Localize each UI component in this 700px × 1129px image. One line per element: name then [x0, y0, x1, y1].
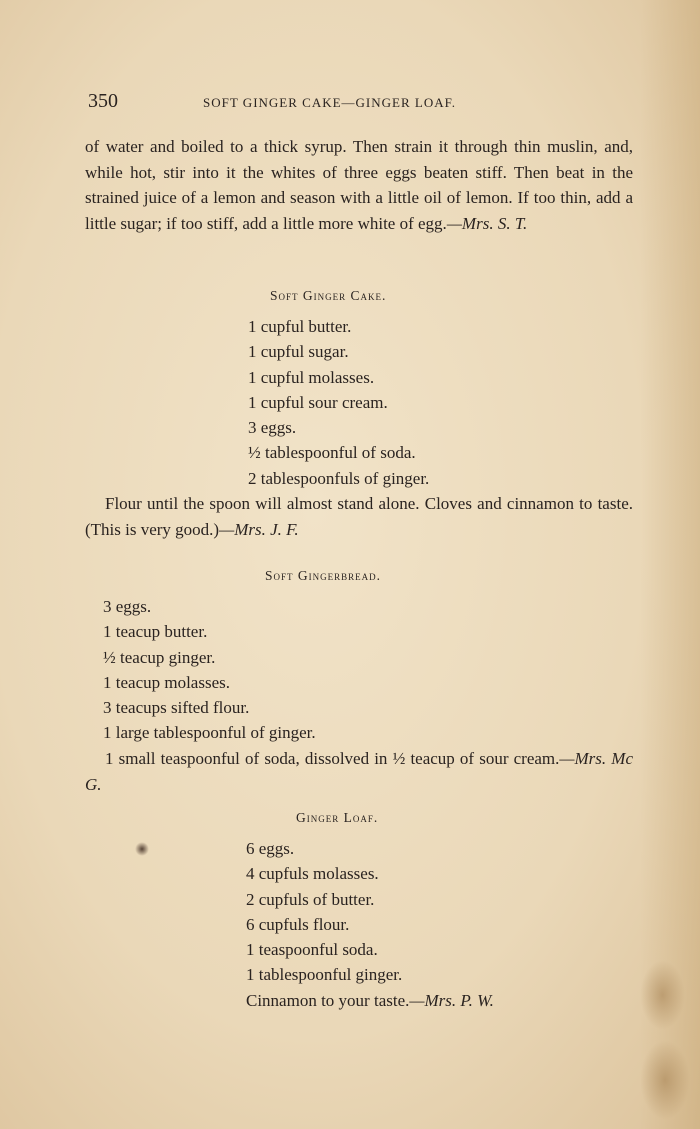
note-text: Flour until the spoon will almost stand alone. Cloves and cinnamon to taste. (This is very good.) — [85, 494, 633, 539]
ingredient-line: 1 teacup butter. — [103, 622, 208, 642]
page-number: 350 — [88, 90, 118, 112]
ingredient-line: 1 cupful sour cream. — [248, 392, 388, 412]
running-title: SOFT GINGER CAKE—GINGER LOAF. — [203, 95, 457, 110]
ingredient-line: 1 large tablespoonful of ginger. — [103, 723, 316, 743]
page-edge-shadow — [640, 0, 700, 1129]
soft-gingerbread-ingredients — [103, 594, 316, 746]
ingredient-line: 1 teacup molasses. — [103, 672, 230, 692]
heading-soft-gingerbread: Soft Gingerbread. — [265, 568, 382, 583]
ingredient-line: 2 tablespoonfuls of ginger. — [248, 468, 430, 488]
ingredient-line: 3 eggs. — [248, 418, 297, 438]
ginger-loaf-signature: —Mrs. P. W. — [409, 990, 494, 1010]
ingredient-line — [246, 988, 494, 1013]
soft-ginger-cake-note — [85, 491, 633, 542]
ingredient-line: 1 cupful sugar. — [248, 342, 349, 362]
soft-ginger-cake-ingredients — [248, 314, 429, 491]
ingredient-line: 3 eggs. — [103, 597, 152, 616]
ingredient-line: 1 cupful molasses. — [248, 367, 375, 387]
paper-stain — [640, 1040, 690, 1120]
paper-stain — [135, 842, 149, 856]
soft-ginger-cake-signature: —Mrs. J. F. — [219, 519, 299, 539]
ginger-loaf-last-line: Cinnamon to your taste. — [246, 990, 410, 1010]
page-header — [88, 90, 633, 120]
ingredient-line: ½ teacup ginger. — [103, 647, 216, 667]
gingerbread-last-line: 1 small teaspoonful of soda, dissolved in ½ teacup of sour cream. — [105, 749, 560, 768]
intro-signature: —Mrs. S. T. — [446, 213, 528, 233]
soft-gingerbread-signature: —Mrs. Mc G. — [85, 749, 633, 794]
ingredient-line: 3 teacups sifted flour. — [103, 698, 250, 718]
heading-ginger-loaf: Ginger Loaf. — [296, 810, 379, 825]
soft-gingerbread-last — [85, 746, 633, 797]
intro-paragraph — [85, 134, 633, 236]
heading-soft-ginger-cake: Soft Ginger Cake. — [270, 288, 387, 303]
ginger-loaf-ingredients — [246, 836, 494, 1013]
ingredient-line: ½ tablespoonful of soda. — [248, 443, 416, 463]
ingredient-line: 4 cupfuls molasses. — [246, 864, 379, 884]
paper-stain — [640, 960, 685, 1030]
ingredient-line: 6 cupfuls flour. — [246, 914, 350, 934]
ingredient-line: 6 eggs. — [246, 839, 295, 858]
ingredient-line: 1 cupful butter. — [248, 317, 352, 336]
intro-text: of water and boiled to a thick syrup. Then strain it through thin muslin, and, while hot, stir into it the whites of three eggs beaten stiff. Then beat in the strained juice of a lemon and season with a little oil of lemon. If too thin, add a little sugar; if too stiff, add a little more white of egg. — [85, 137, 633, 233]
ingredient-line: 1 teaspoonful soda. — [246, 940, 378, 960]
ingredient-line: 1 tablespoonful ginger. — [246, 965, 403, 985]
ingredient-line: 2 cupfuls of butter. — [246, 889, 375, 909]
